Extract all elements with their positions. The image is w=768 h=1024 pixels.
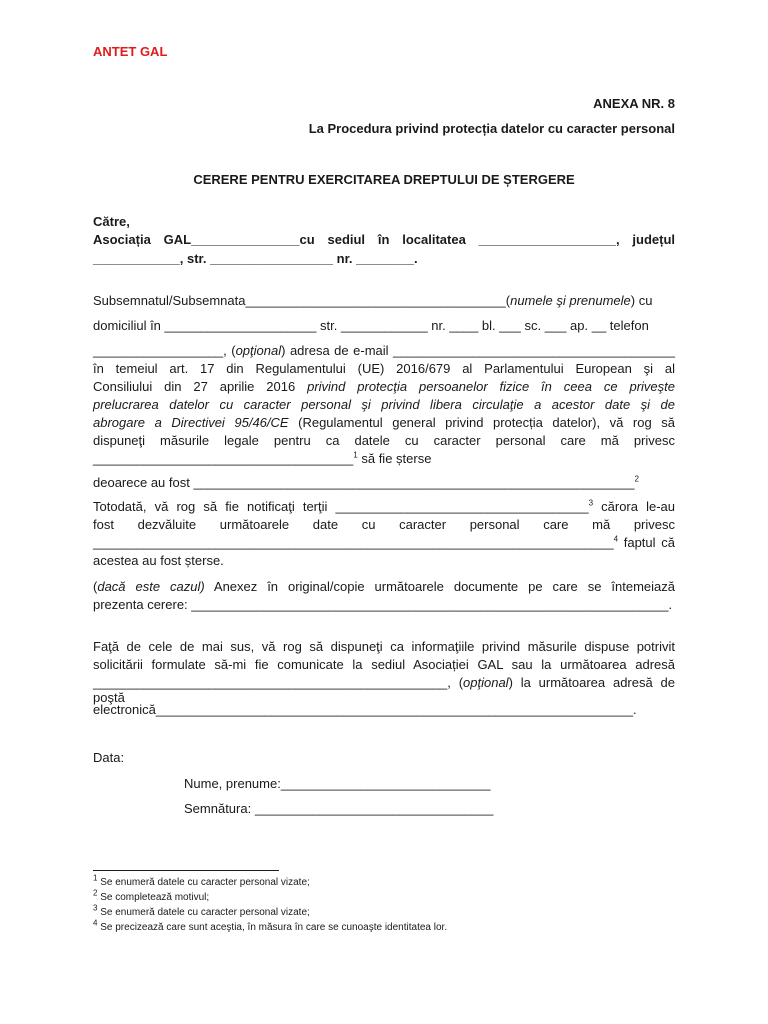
temei-line: în temeiul art. 17 din Regulamentului (UE) 2016/679 al Parlamentului European şi al (93, 361, 675, 376)
footnote-4: $^4$ Se precizează care sunt aceştia, în măsura în care se cunoaşte identitatea lor. (93, 918, 448, 933)
acestea-line: acestea au fost șterse. (93, 553, 224, 568)
footnote-1: $^1$ Se enumeră datele cu caracter personal vizate; (93, 873, 310, 888)
daca-line: (dacă este cazul) Anexez în original/copie următoarele documente pe care se întemeiază (93, 579, 675, 594)
footnote-3: $^3$ Se enumeră datele cu caracter personal vizate; (93, 903, 310, 918)
procedura-label: La Procedura privind protecția datelor cu caracter personal (308, 121, 675, 136)
semnatura-field: Semnătura: _________________________________ (184, 801, 494, 816)
asociatia-line: Asociația GAL_______________cu sediul în localitatea ___________________, județul (93, 232, 675, 247)
str-line: ____________, str. _________________ nr. ________. (93, 251, 418, 266)
totodata-line: Totodată, vă rog să fie notificaţi terţii ___________________________________$^3$ cărora le-au (93, 498, 675, 514)
footnote-separator (93, 870, 279, 871)
dezvaluite-line: fost dezvăluite următoarele date cu caracter personal care mă privesc (93, 517, 675, 532)
anexa-label: ANEXA NR. 8 (593, 96, 675, 111)
dispuneti-line: dispuneţi măsurile legale pentru ca datele cu caracter personal care mă privesc (93, 433, 675, 448)
domiciliul-line: domiciliul în _____________________ str. ____________ nr. ____ bl. ___ sc. ___ ap. __ telefon (93, 318, 649, 333)
prelucrare-line: prelucrarea datelor cu caracter personal şi privind libera circulaţie a acestor date şi de (93, 397, 675, 412)
catre-label: Către, (93, 214, 130, 229)
fata-line: Faţă de cele de mai sus, vă rog să dispuneţi ca informaţiile privind măsurile dispuse potrivit (93, 639, 675, 654)
deoarece-line: deoarece au fost _____________________________________________________________$^2$ (93, 474, 639, 490)
email-line: __________________, (opţional) adresa de e-mail _______________________________________ (93, 343, 675, 358)
nume-prenume-field: Nume, prenume:_____________________________ (184, 776, 491, 791)
prezenta-line: prezenta cerere: __________________________________________________________________. (93, 597, 673, 612)
document-title: CERERE PENTRU EXERCITAREA DREPTULUI DE ȘTERGERE (193, 172, 575, 187)
subsemnatul-line: Subsemnatul/Subsemnata____________________________________(numele şi prenumele) cu (93, 293, 653, 308)
antet-label: ANTET GAL (93, 44, 168, 59)
optional-line: _________________________________________________, (opţional) la următoarea adresă de poştă (93, 675, 675, 705)
data-label: Data: (93, 750, 125, 765)
sterse-line: ____________________________________$^1$ să fie șterse (93, 450, 432, 466)
solicitarii-line: solicitării formulate să-mi fie comunicate la sediul Asociației GAL sau la următoarea adresă (93, 657, 675, 672)
consiliu-line: Consiliului din 27 aprilie 2016 privind protecţia persoanelor fizice în ceea ce priveşte (93, 379, 675, 394)
faptul-line: ________________________________________________________________________$^4$ faptul că (93, 534, 675, 550)
electronica-line: electronică__________________________________________________________________. (93, 702, 637, 717)
footnote-2: $^2$ Se completează motivul; (93, 888, 210, 903)
abrogare-line: abrogare a Directivei 95/46/CE (Regulamentul general privind protecția datelor), vă rog să (93, 415, 675, 430)
